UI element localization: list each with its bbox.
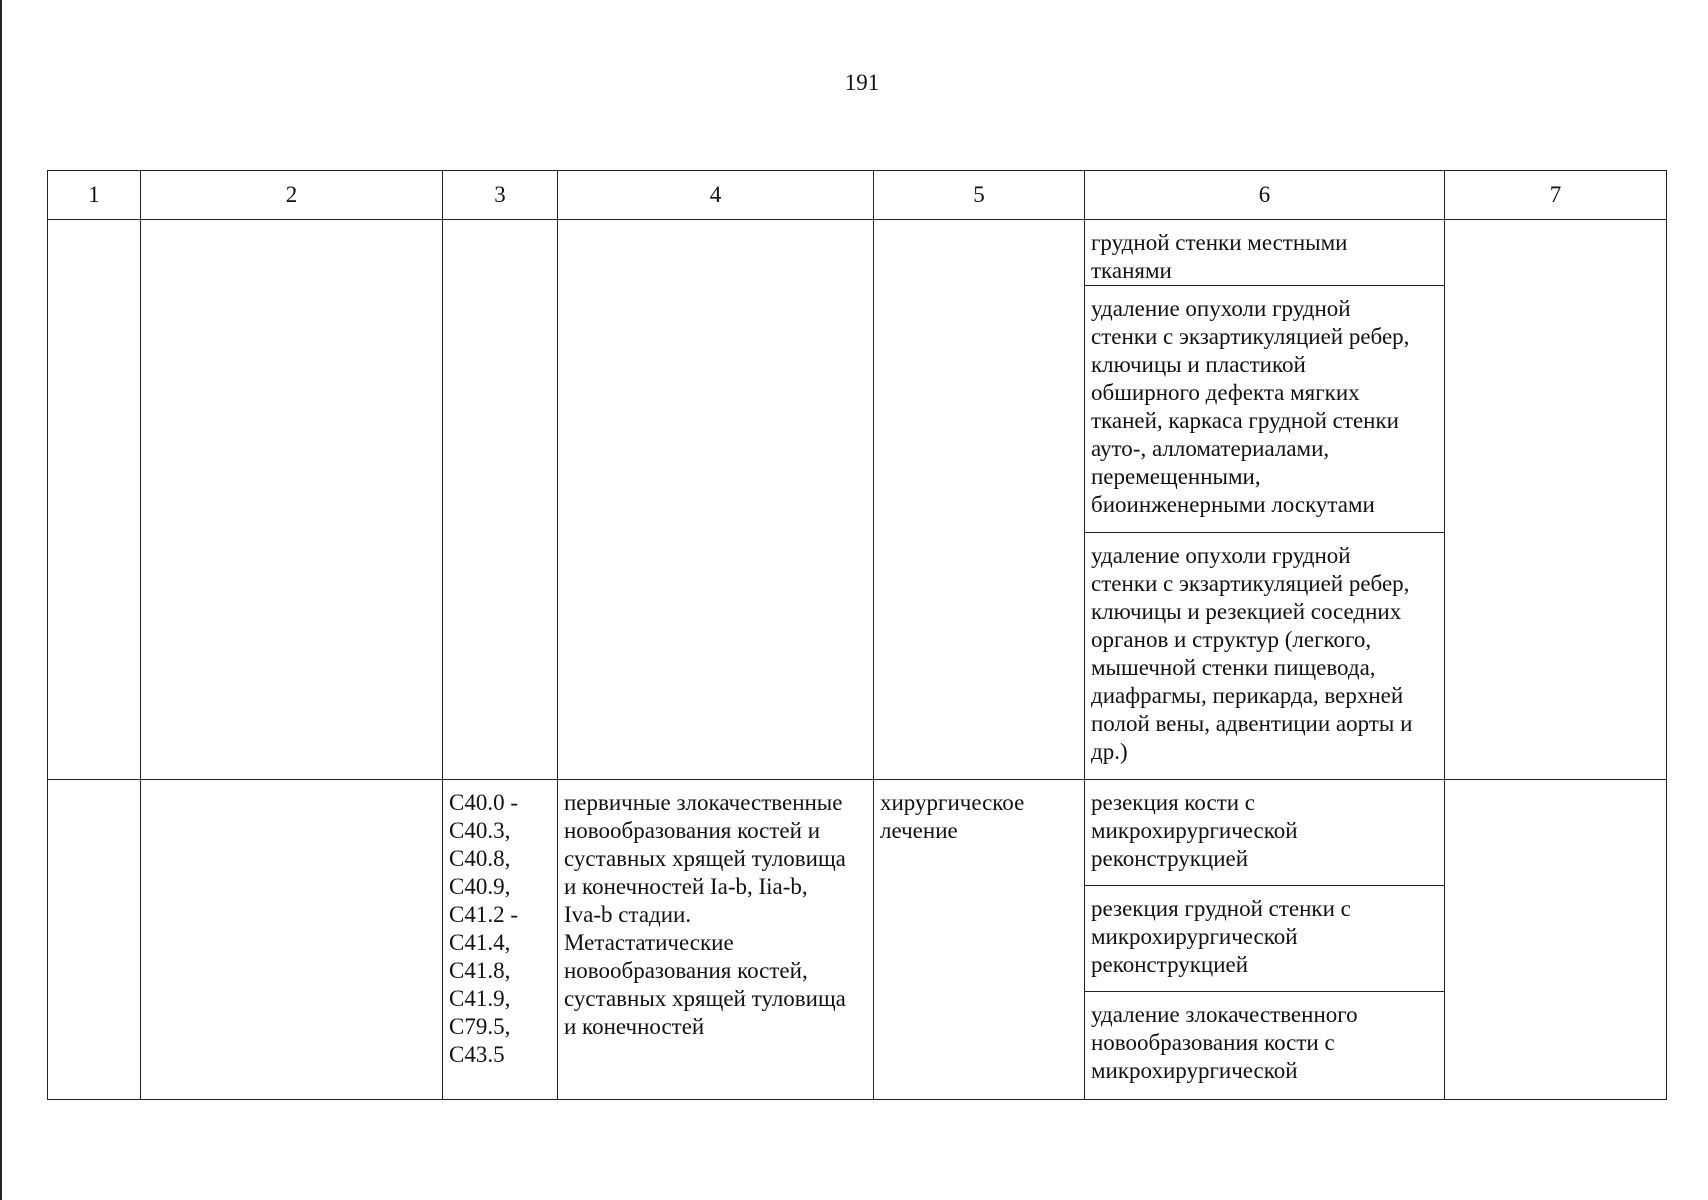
procedure-item: резекция грудной стенки с микрохирургической реконструкцией — [1085, 886, 1444, 992]
column-header-2: 2 — [141, 171, 443, 220]
column-header-3: 3 — [443, 171, 558, 220]
row1-col2-cell — [141, 220, 443, 780]
row1-col3-cell — [443, 220, 558, 780]
procedure-item: грудной стенки местными тканями — [1085, 220, 1444, 286]
row2-treatment-type-cell — [874, 780, 1085, 1100]
row2-col2-cell — [141, 780, 443, 1100]
row2-diagnosis-cell — [558, 780, 874, 1100]
column-header-4: 4 — [558, 171, 874, 220]
procedure-item: удаление злокачественного новообразования кости с микрохирургической — [1091, 1002, 1358, 1083]
page-left-edge-line — [0, 0, 2, 1200]
row2-procedure-list — [1085, 780, 1444, 1099]
column-header-5: 5 — [874, 171, 1085, 220]
row1-col5-cell — [874, 220, 1085, 780]
table-row-bone-tumors — [48, 780, 1667, 1100]
row2-col6-cell — [1085, 780, 1445, 1100]
table-header-row — [48, 171, 1667, 220]
row2-icd-codes-cell — [443, 780, 558, 1100]
column-header-1: 1 — [48, 171, 141, 220]
procedures-table — [47, 170, 1667, 1100]
table-row-continued — [48, 220, 1667, 780]
row2-col1-cell — [48, 780, 141, 1100]
row1-col4-cell — [558, 220, 874, 780]
procedure-item: резекция кости с микрохирургической реконструкцией — [1085, 780, 1444, 886]
page-number: 191 — [844, 70, 880, 95]
column-header-7: 7 — [1445, 171, 1667, 220]
icd-codes: C40.0 - C40.3, C40.8, C40.9, C41.2 - C41.4, C41.8, C41.9, C79.5, C43.5 — [449, 790, 518, 1067]
row1-col7-cell — [1445, 220, 1667, 780]
treatment-type: хирургическое лечение — [880, 790, 1025, 843]
row1-col6-cell — [1085, 220, 1445, 780]
procedure-item: удаление опухоли грудной стенки с экзартикуляцией ребер, ключицы и резекцией соседних органов и структур (легкого, мышечной стенки пищевода, диафрагмы, перикарда, верхней полой вены, адвентиции аорты и др.) — [1091, 543, 1413, 764]
procedure-item: удаление опухоли грудной стенки с экзартикуляцией ребер, ключицы и пластикой обширного дефекта мягких тканей, каркаса грудной стенки ауто-, алломатериалами, перемещенными, биоинженерными лоскутами — [1085, 286, 1444, 533]
row2-col7-cell — [1445, 780, 1667, 1100]
diagnosis-description: первичные злокачественные новообразования костей и суставных хрящей туловища и конечностей Ia-b, Iia-b, Iva-b стадии. Метастатические новообразования костей, суставных хрящей туловища и конечностей — [564, 790, 846, 1039]
row1-col1-cell — [48, 220, 141, 780]
column-header-6: 6 — [1085, 171, 1445, 220]
row1-procedure-list — [1085, 220, 1444, 779]
